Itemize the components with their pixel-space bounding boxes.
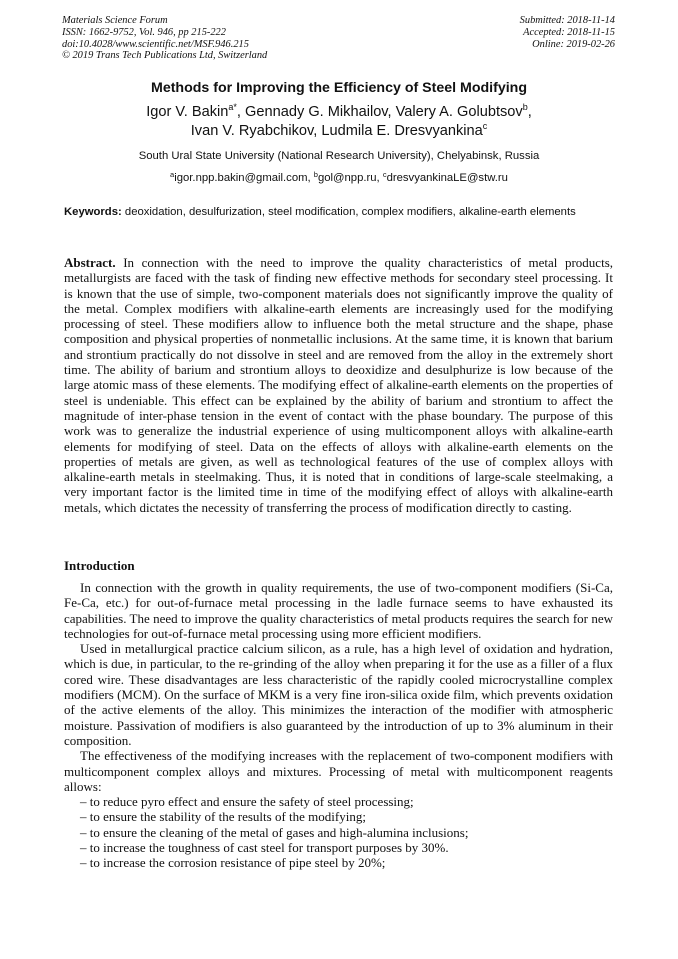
section-heading-introduction: Introduction [64, 558, 135, 573]
intro-paragraph: In connection with the growth in quality requirements, the use of two-component modifiers (Si-Ca, Fe-Ca, etc.) for out-of-furnace metal processing in the ladle furnace seems to have exhausted its capabilities. The need to improve the quality characteristics of metal products requires the search for new technologies for out-of-furnace metal processing using more efficient modifiers. [64, 580, 613, 641]
keywords-section [64, 205, 613, 220]
list-item: – to increase the toughness of cast steel for transport purposes by 30%. [80, 840, 449, 856]
copyright-line: © 2019 Trans Tech Publications Ltd, Switzerland [62, 50, 268, 62]
intro-paragraph: The effectiveness of the modifying increases with the replacement of two-component modifiers with multicomponent complex alloys and mixtures. Processing of metal with multicomponent reagents allows: [64, 748, 613, 794]
keywords-text: deoxidation, desulfurization, steel modification, complex modifiers, alkaline-earth elements [124, 206, 576, 218]
list-item: – to ensure the cleaning of the metal of gases and high-alumina inclusions; [80, 824, 469, 840]
author-bakin: Igor V. Bakin [146, 104, 229, 120]
abstract-section [64, 255, 613, 515]
submission-dates [520, 15, 615, 50]
keywords-label: Keywords: [64, 206, 122, 218]
author-ryabchikov: Ivan V. Ryabchikov [190, 123, 314, 139]
author-line-2: Ivan V. Ryabchikov, Ludmila E. Dresvyankina$^c$ [190, 121, 488, 139]
abstract-label: Abstract. [64, 255, 116, 270]
list-item: – to reduce pyro effect and ensure the safety of steel processing; [80, 794, 414, 810]
author-dresvyankina-marker: c [482, 121, 488, 131]
author-line-1: Igor V. Bakin$^{a*}$, Gennady G. Mikhailov, Valery A. Golubtsov$^b$, [146, 102, 532, 120]
author-mikhailov: Gennady G. Mikhailov [245, 104, 388, 120]
author-list [0, 103, 678, 141]
submitted-date: Submitted: 2018-11-14 [519, 15, 615, 26]
email-mikhailov[interactable]: gol@npp.ru, [317, 172, 383, 184]
accepted-date: Accepted: 2018-11-15 [523, 26, 615, 38]
author-golubtsov-marker: b [522, 102, 528, 112]
email-dresvyankina[interactable]: dresvyankinaLE@stw.ru [386, 172, 508, 184]
journal-info [62, 15, 267, 62]
author-bakin-marker: a* [228, 102, 237, 112]
intro-paragraph: Used in metallurgical practice calcium silicon, as a rule, has a high level of oxidation and hydration, which is due, in particular, to the re-grinding of the alloy when preparing it for the use as a filler of a flux cored wire. These disadvantages are less characteristic of the rapidly cooled microcrystalline complex modifiers (MCM). On the surface of MKM is a very fine iron-silica oxide film, which prevents oxidation of the active elements of the alloy. This minimizes the interaction of the modifier with atmospheric moisture. Passivation of modifiers is also guaranteed by the introduction of up to 3% aluminum in their composition. [64, 641, 613, 748]
abstract-text: In connection with the need to improve the quality characteristics of metal products, metallurgists are faced with the task of finding new effective methods for secondary steel processing. It is known that the use of simple, two-component materials does not significantly improve the quality of the metal. Complex modifiers with alkaline-earth elements are increasingly used for the modifying processing of steel. These modifiers allow to influence both the metal structure and the shape, phase composition and physical properties of nonmetallic inclusions. At the same time, it is known that barium and strontium practically do not dissolve in steel and are removed from the alloy in the extremely short time. The ability of barium and strontium alloys to deoxidize and desulphurize is low because of the large atomic mass of these elements. The modifying effect of alkaline-earth elements on the properties of steel is undeniable. This effect can be explained by the ability of barium and strontium to affect the magnitude of inter-phase tension in the event of contact with the phase boundary. The purpose of this work was to generalize the industrial experience of using multicomponent alloys with alkaline-earth elements for modifying of steel. Data on the effects of alloys with alkaline-earth elements on the properties of metals are given, as well as technological features of the use of complex alloys with alkaline-earth metals in steelmaking. Thus, it is noted that in conditions of large-scale steelmaking, a very important factor is the limited time in time of the modifying effect of alloys with alkaline-earth metals, which dictates the necessity of transferring the process of modification directly to casting. [64, 255, 613, 515]
email-list: $^a$igor.npp.bakin@gmail.com, $^b$gol@npp.ru, $^c$dresvyankinaLE@stw.ru [170, 170, 508, 184]
list-item: – to ensure the stability of the results of the modifying; [80, 809, 366, 825]
list-item: – to increase the corrosion resistance of pipe steel by 20%; [80, 855, 386, 871]
issn-line: ISSN: 1662-9752, Vol. 946, pp 215-222 [62, 26, 226, 38]
benefits-list [64, 794, 613, 870]
author-dresvyankina: Ludmila E. Dresvyankina [321, 123, 483, 139]
email-bakin[interactable]: igor.npp.bakin@gmail.com, [174, 172, 314, 184]
doi-line: doi:10.4028/www.scientific.net/MSF.946.215 [62, 38, 249, 50]
author-golubtsov: Valery A. Golubtsov [395, 104, 523, 120]
introduction-body [64, 580, 613, 871]
online-date: Online: 2019-02-26 [532, 38, 615, 50]
affiliation: South Ural State University (National Research University), Chelyabinsk, Russia [138, 150, 540, 162]
paper-title: Methods for Improving the Efficiency of Steel Modifying [151, 80, 527, 96]
journal-name: Materials Science Forum [62, 15, 168, 26]
